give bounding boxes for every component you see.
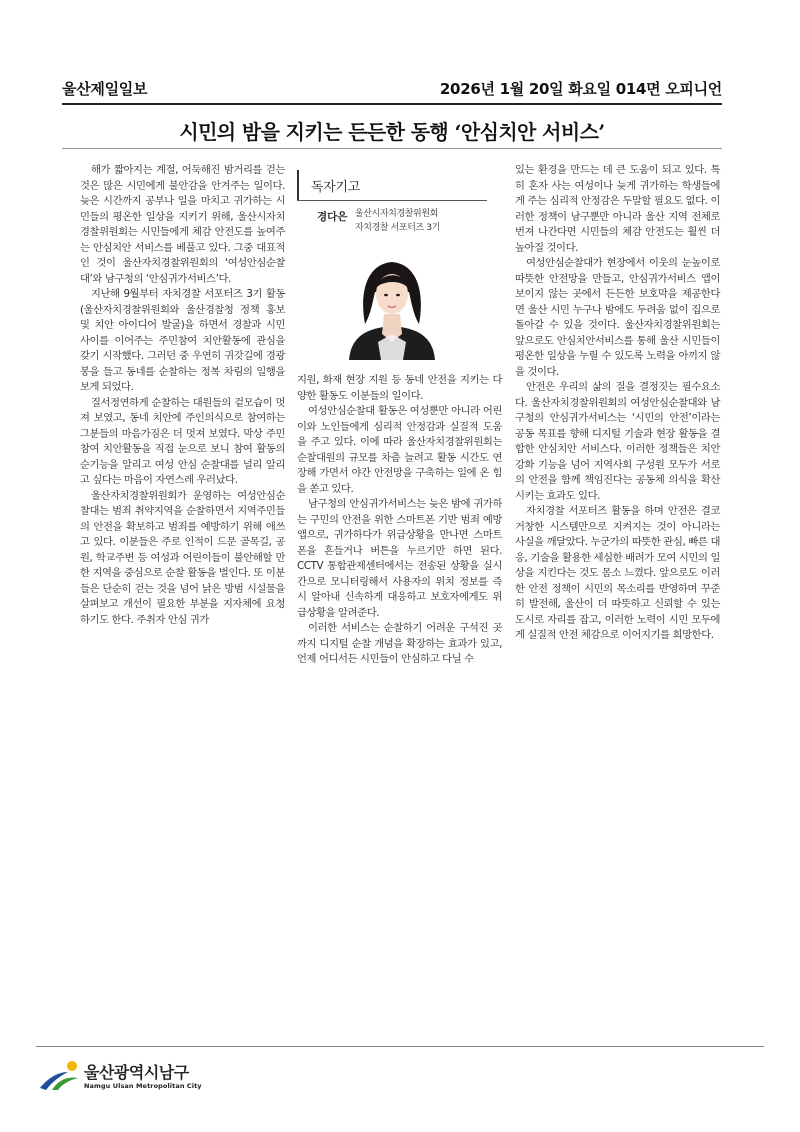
affiliation-line: 자치경찰 서포터즈 3기 (355, 223, 440, 233)
author-name: 경다은 (317, 211, 348, 223)
paragraph: 울산자치경찰위원회가 운영하는 여성안심순찰대는 범죄 취약지역을 순찰하면서 지역주민들의 안전을 확보하고 범죄를 예방하기 위해 애쓰고 있다. 이분들은 주로 인적이 드문 골목길, 공원, 학교주변 등 여성과 어린이들이 불안해할 만한 지역을 중심으로 순찰 활동을 벌인다. 또 이분들은 단순히 걷는 것을 넘어 낡은 방범 시설물을 살펴보고 개선이 필요한 부분을 지자체에 요청하기도 한다. 주취자 안심 귀가 (80, 489, 285, 626)
footer-rule (36, 1046, 764, 1047)
label-bar (297, 170, 299, 200)
affiliation-line: 울산시자치경찰위원회 (355, 209, 438, 219)
label-rule (297, 200, 487, 201)
headline-rule (62, 148, 722, 149)
district-name: 울산광역시남구 (84, 1063, 189, 1082)
paper-name: 울산제일일보 (62, 80, 148, 98)
masthead-rule (62, 103, 722, 105)
paragraph: 지난해 9월부터 자치경찰 서포터즈 3기 활동(울산자치경찰위원회와 울산경찰청 정책 홍보 및 치안 아이디어 발굴)을 하면서 경찰과 시민 사이를 이어주는 주민참여 치안활동에 관심을 갖기 시작했다. 그러던 중 우연히 귀갓길에 경광봉을 들고 동네를 순찰하는 정복 차림의 일행을 보게 되었다. (80, 288, 285, 393)
paragraph: 안전은 우리의 삶의 질을 결정짓는 필수요소다. 울산자치경찰위원회의 여성안심순찰대와 남구청의 안심귀가서비스는 ‘시민의 안전’이라는 공동 목표를 향해 디지털 기술과 현장 활동을 결합한 안심치안 서비스다. 이러한 정책들은 치안 강화 기능을 넘어 지역사회 구성원 모두가 서로의 안전을 함께 책임진다는 공동체 의식을 확산시키는 효과도 있다. (515, 381, 720, 502)
issue-info: 2026년 1월 20일 화요일 014면 오피니언 (439, 80, 722, 98)
paragraph: 남구청의 안심귀가서비스는 늦은 밤에 귀가하는 구민의 안전을 위한 스마트폰 기반 범죄 예방 앱으로, 귀가하다가 위급상황을 만나면 스마트폰을 흔들거나 버튼을 누르기만 하면 된다. CCTV 통합관제센터에서는 전송된 상황을 실시간으로 모니터링해서 사용자의 위치 정보를 즉시 알아내 신속하게 대응하고 보호자에게도 위급상황을 알려준다. (297, 498, 502, 619)
masthead (62, 78, 722, 100)
article-column-1 (80, 163, 285, 628)
contributor-box (297, 170, 502, 365)
paragraph: 여성안심순찰대가 현장에서 이웃의 눈높이로 따뜻한 안전망을 만들고, 안심귀가서비스 앱이 보이지 않는 곳에서 든든한 보호막을 제공한다면 울산 시민 누구나 밤에도 두려움 없이 집으로 돌아갈 수 있을 것이다. 울산자치경찰위원회는 앞으로도 안심치안서비스를 통해 울산 시민들이 평온한 일상을 누릴 수 있도록 노력을 아끼지 않을 것이다. (515, 257, 720, 378)
paragraph: 이러한 서비스는 순찰하기 어려운 구석진 곳까지 디지털 순찰 개념을 확장하는 효과가 있고, 언제 어디서든 시민들이 안심하고 다닐 수 (297, 622, 502, 665)
headline: 시민의 밤을 지키는 든든한 동행 ‘안심치안 서비스’ (179, 120, 605, 144)
column-label: 독자기고 (311, 180, 361, 195)
paragraph: 여성안심순찰대 활동은 여성뿐만 아니라 어린이와 노인들에게 심리적 안정감과 실질적 도움을 주고 있다. 이에 따라 울산자치경찰위원회는 순찰대원의 규모를 차츰 늘려고 활동 시간도 연장해 가면서 야간 안전망을 구축하는 일에 온 힘을 쏟고 있다. (297, 405, 502, 495)
paragraph: 있는 환경을 만드는 데 큰 도움이 되고 있다. 특히 혼자 사는 여성이나 늦게 귀가하는 학생들에게 주는 심리적 안정감은 두말할 필요도 없다. 이러한 정책이 남구뿐만 아니라 울산 지역 전체로 번져 나간다면 시민들의 체감 안전도는 훨씬 더 높아질 것이다. (515, 164, 720, 254)
paragraph: 자치경찰 서포터즈 활동을 하며 안전은 결코 거창한 시스템만으로 지켜지는 것이 아니라는 사실을 깨달았다. 누군가의 따뜻한 관심, 빠른 대응, 기술을 활용한 세심한 배려가 모여 시민의 일상을 지킨다는 것도 몸소 느꼈다. 앞으로도 이러한 안전 정책이 시민의 목소리를 반영하며 꾸준히 발전해, 울산이 더 따뜻하고 신뢰할 수 있는 도시로 자리를 잡고, 이러한 노력이 시민 모두에게 실질적 안전 체감으로 이어지기를 희망한다. (515, 505, 720, 641)
author-photo (347, 252, 437, 360)
article-column-3 (515, 163, 720, 644)
author-affiliation (355, 207, 440, 235)
namgu-logo-icon (38, 1058, 84, 1092)
paragraph: 질서정연하게 순찰하는 대원들의 겉모습이 멋져 보였고, 동네 치안에 주인의식으로 참여하는 그분들의 마음가짐은 더 멋져 보였다. 막상 주민참여 치안활동을 직접 눈으로 보니 참여 활동의 순기능을 알리고 여성 안심 순찰대를 널리 알리고 싶다는 마음이 자연스레 우러났다. (80, 396, 285, 486)
district-name-en: Namgu Ulsan Metropolitan City (84, 1082, 202, 1090)
paragraph: 지원, 화재 현장 지원 등 동네 안전을 지키는 다양한 활동도 이분들의 일이다. (297, 374, 502, 402)
paragraph: 해가 짧아지는 계절, 어둑해진 밤거리를 걷는 것은 많은 시민에게 불안감을 안겨주는 일이다. 늦은 시간까지 공부나 일을 마치고 귀가하는 시민들의 평온한 일상을 지키기 위해, 울산시자치경찰위원회는 시민들에게 체감 안전도를 높여주는 안심치안 서비스를 베풀고 있다. 그중 대표적인 것이 울산자치경찰위원회의 ‘여성안심순찰대’와 남구청의 ‘안심귀가서비스’다. (80, 164, 285, 285)
article-column-2 (297, 373, 502, 668)
